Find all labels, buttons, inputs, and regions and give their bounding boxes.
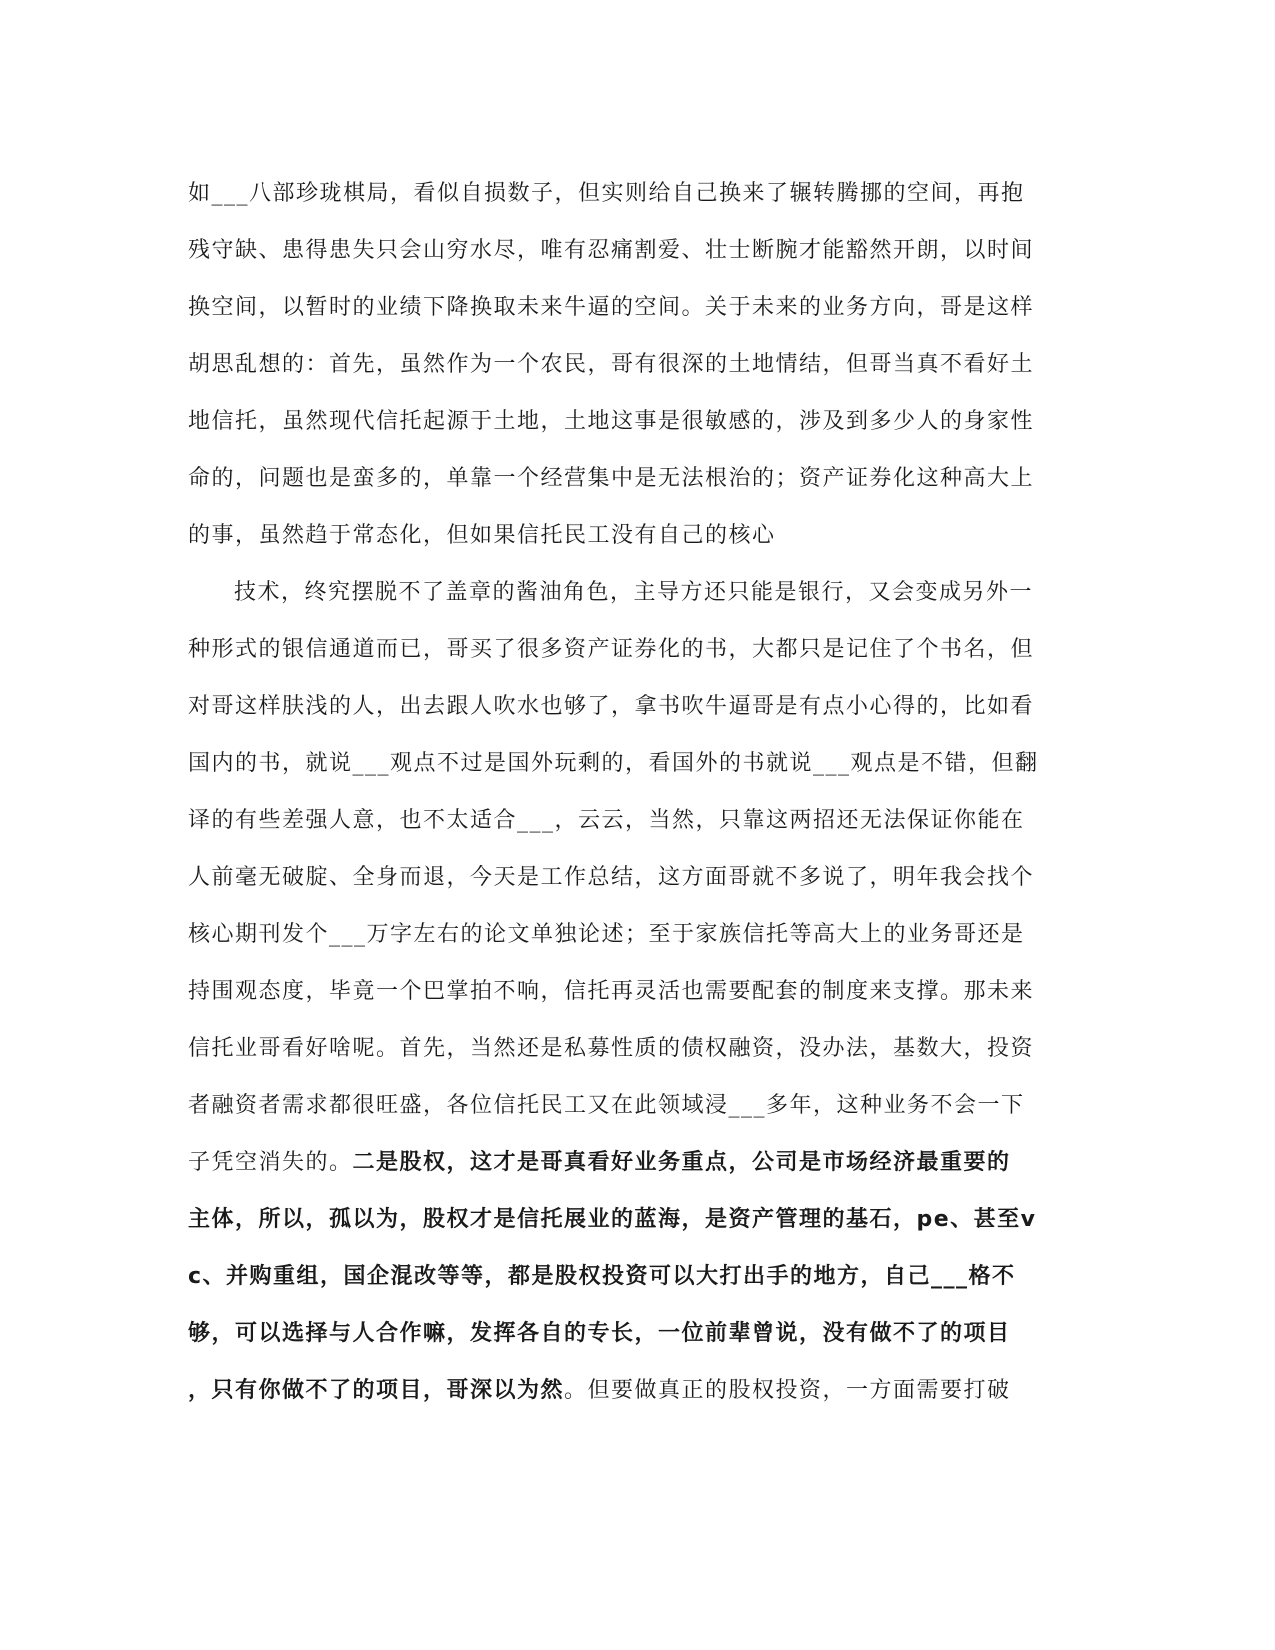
text-run: 。但要做真正的股权投资，一方面需要打破 [564, 1378, 1011, 1403]
text-run: 核心期刊发个___万字左右的论文单独论述；至于家族信托等高大上的业务哥还是 [188, 922, 1025, 947]
text-run: 的事，虽然趋于常态化，但如果信托民工没有自己的核心 [188, 523, 776, 548]
text-run: 译的有些差强人意，也不太适合___，云云，当然，只靠这两招还无法保证你能在 [188, 808, 1025, 833]
text-run: 持围观态度，毕竟一个巴掌拍不响，信托再灵活也需要配套的制度来支撑。那未来 [188, 979, 1035, 1004]
body-text [188, 165, 1088, 1419]
bold-text-run: ，只有你做不了的项目，哥深以为然 [188, 1378, 565, 1403]
text-line [188, 1077, 1088, 1134]
text-line [188, 393, 1088, 450]
text-line [188, 507, 1088, 564]
text-run: 人前毫无破腚、全身而退，今天是工作总结，这方面哥就不多说了，明年我会找个 [188, 865, 1035, 890]
text-line [188, 735, 1088, 792]
text-line [188, 1020, 1088, 1077]
text-line [188, 906, 1088, 963]
text-run: 命的，问题也是蛮多的，单靠一个经营集中是无法根治的；资产证券化这种高大上 [188, 466, 1035, 491]
paragraph-first-line [188, 564, 1088, 621]
text-line [188, 1362, 1088, 1419]
bold-text-run: c、并购重组，国企混改等等，都是股权投资可以大打出手的地方，自己___格不 [188, 1264, 1016, 1289]
text-line [188, 792, 1088, 849]
bold-text-run: 二是股权，这才是哥真看好业务重点，公司是市场经济最重要的 [352, 1150, 1011, 1175]
bold-text-run: 够，可以选择与人合作嘛，发挥各自的专长，一位前辈曾说，没有做不了的项目 [188, 1321, 1011, 1346]
text-line [188, 279, 1088, 336]
bold-text-line [188, 1248, 1088, 1305]
text-run: 地信托，虽然现代信托起源于土地，土地这事是很敏感的，涉及到多少人的身家性 [188, 409, 1035, 434]
text-line [188, 621, 1088, 678]
bold-text-line [188, 1191, 1088, 1248]
text-run: 信托业哥看好啥呢。首先，当然还是私募性质的债权融资，没办法，基数大，投资 [188, 1036, 1035, 1061]
text-line [188, 678, 1088, 735]
text-line [188, 222, 1088, 279]
text-line [188, 165, 1088, 222]
text-line [188, 336, 1088, 393]
text-run: 种形式的银信通道而已，哥买了很多资产证券化的书，大都只是记住了个书名，但 [188, 637, 1035, 662]
text-line [188, 849, 1088, 906]
bold-text-run: 主体，所以，孤以为，股权才是信托展业的蓝海，是资产管理的基石，pe、甚至v [188, 1207, 1037, 1232]
text-run: 胡思乱想的：首先，虽然作为一个农民，哥有很深的土地情结，但哥当真不看好土 [188, 352, 1035, 377]
text-run: 换空间，以暂时的业绩下降换取未来牛逼的空间。关于未来的业务方向，哥是这样 [188, 295, 1035, 320]
text-line [188, 450, 1088, 507]
text-run: 子凭空消失的。 [188, 1150, 353, 1175]
text-run: 如___八部珍珑棋局，看似自损数子，但实则给自己换来了辗转腾挪的空间，再抱 [188, 181, 1025, 206]
text-run: 国内的书，就说___观点不过是国外玩剩的，看国外的书就说___观点是不错，但翻 [188, 751, 1039, 776]
text-run: 者融资者需求都很旺盛，各位信托民工又在此领域浸___多年，这种业务不会一下 [188, 1093, 1025, 1118]
bold-text-line [188, 1305, 1088, 1362]
text-run: 对哥这样肤浅的人，出去跟人吹水也够了，拿书吹牛逼哥是有点小心得的，比如看 [188, 694, 1035, 719]
text-line [188, 1134, 1088, 1191]
text-line [188, 963, 1088, 1020]
text-run: 技术，终究摆脱不了盖章的酱油角色，主导方还只能是银行，又会变成另外一 [234, 580, 1034, 605]
text-run: 残守缺、患得患失只会山穷水尽，唯有忍痛割爱、壮士断腕才能豁然开朗，以时间 [188, 238, 1035, 263]
